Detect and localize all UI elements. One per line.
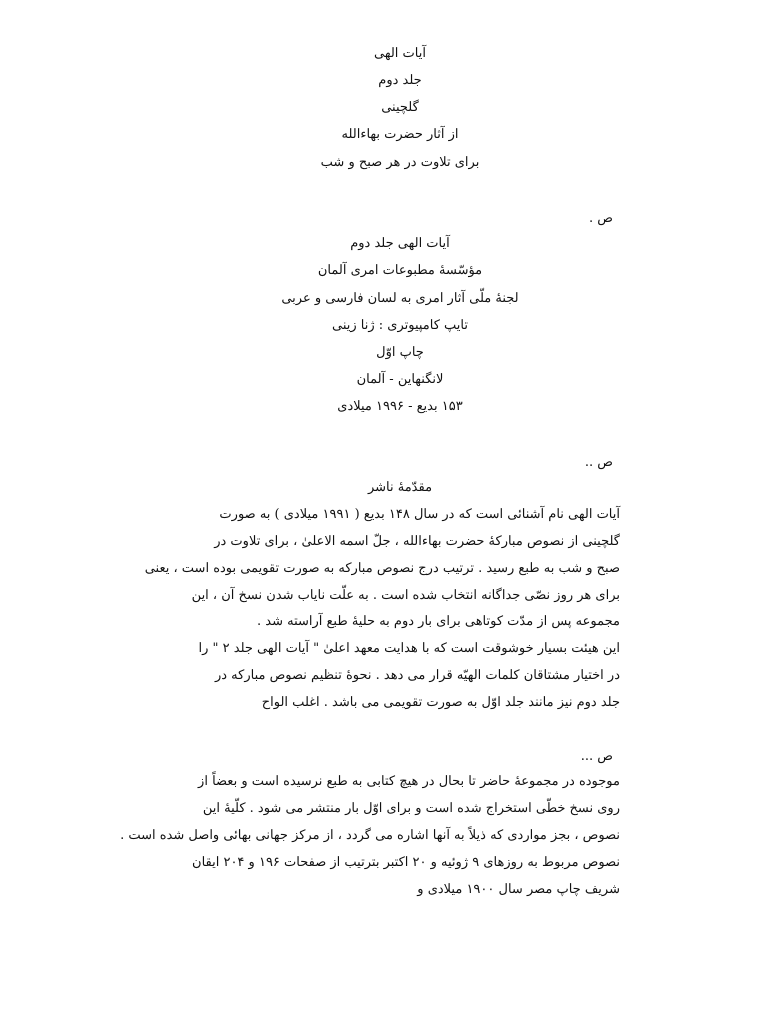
purpose-line: برای تلاوت در هر صبح و شب xyxy=(320,155,480,170)
preface-line: این هیئت بسیار خوشوقت است که با هدایت معهد اعلیٰ " آیات الهی جلد ۲ " را xyxy=(198,641,620,656)
preface-line: برای هر روز نصّی جداگانه انتخاب شده است . به علّت نایاب شدن نسخ آن ، این xyxy=(191,588,620,603)
page-marker-1: ص . xyxy=(589,211,613,226)
page-marker-2: ص .. xyxy=(584,455,613,470)
colophon-date: ۱۵۳ بدیع - ۱۹۹۶ میلادی xyxy=(337,399,463,414)
preface-heading: مقدّمهٔ ناشر xyxy=(367,480,433,495)
volume-line: جلد دوم xyxy=(378,73,422,88)
continuation-line: شریف چاپ مصر سال ۱۹۰۰ میلادی و xyxy=(417,882,620,897)
preface-line: گلچینی از نصوص مبارکهٔ حضرت بهاءالله ، جلّ اسمه الاعلیٰ ، برای تلاوت در xyxy=(214,534,620,549)
colophon-committee: لجنهٔ ملّی آثار امری به لسان فارسی و عربی xyxy=(281,291,519,306)
anthology-line: گلچینی xyxy=(381,100,419,115)
continuation-line: روی نسخ خطّی استخراج شده است و برای اوّل بار منتشر می شود . کلّیهٔ این xyxy=(202,801,620,816)
preface-line: در اختیار مشتاقان کلمات الهیّه قرار می دهد . نحوهٔ تنظیم نصوص مبارکه در xyxy=(214,668,620,683)
colophon-title: آیات الهی جلد دوم xyxy=(350,236,450,251)
colophon-edition: چاپ اوّل xyxy=(376,345,424,360)
preface-line: جلد دوم نیز مانند جلد اوّل به صورت تقویمی می باشد . اغلب الواح xyxy=(261,695,620,710)
colophon-place: لانگنهاین - آلمان xyxy=(356,372,444,387)
book-title: آیات الهی xyxy=(374,46,426,61)
continuation-line: موجوده در مجموعهٔ حاضر تا بحال در هیچ کتابی به طبع نرسیده است و بعضاً از xyxy=(198,774,620,789)
preface-line: مجموعه پس از مدّت کوتاهی برای بار دوم به حلیهٔ طبع آراسته شد . xyxy=(256,614,620,629)
preface-line: صبح و شب به طبع رسید . ترتیب درج نصوص مبارکه به صورت تقویمی بوده است ، یعنی xyxy=(144,561,620,576)
page-marker-3: ص ... xyxy=(580,749,613,764)
continuation-line: نصوص مربوط به روزهای ۹ ژوئیه و ۲۰ اکتبر بترتیب از صفحات ۱۹۶ و ۲۰۴ ایقان xyxy=(192,855,620,870)
colophon-typesetting: تایپ کامپیوتری : ژنا زینی xyxy=(331,318,469,333)
colophon-publisher: مؤسّسهٔ مطبوعات امری آلمان xyxy=(317,263,483,278)
author-line: از آثار حضرت بهاءالله xyxy=(341,127,459,142)
preface-line: آیات الهی نام آشنائی است که در سال ۱۴۸ بدیع ( ۱۹۹۱ میلادی ) به صورت xyxy=(219,507,620,522)
continuation-line: نصوص ، بجز مواردی که ذیلاً به آنها اشاره می گردد ، از مرکز جهانی بهائی واصل شده است . xyxy=(120,828,620,843)
